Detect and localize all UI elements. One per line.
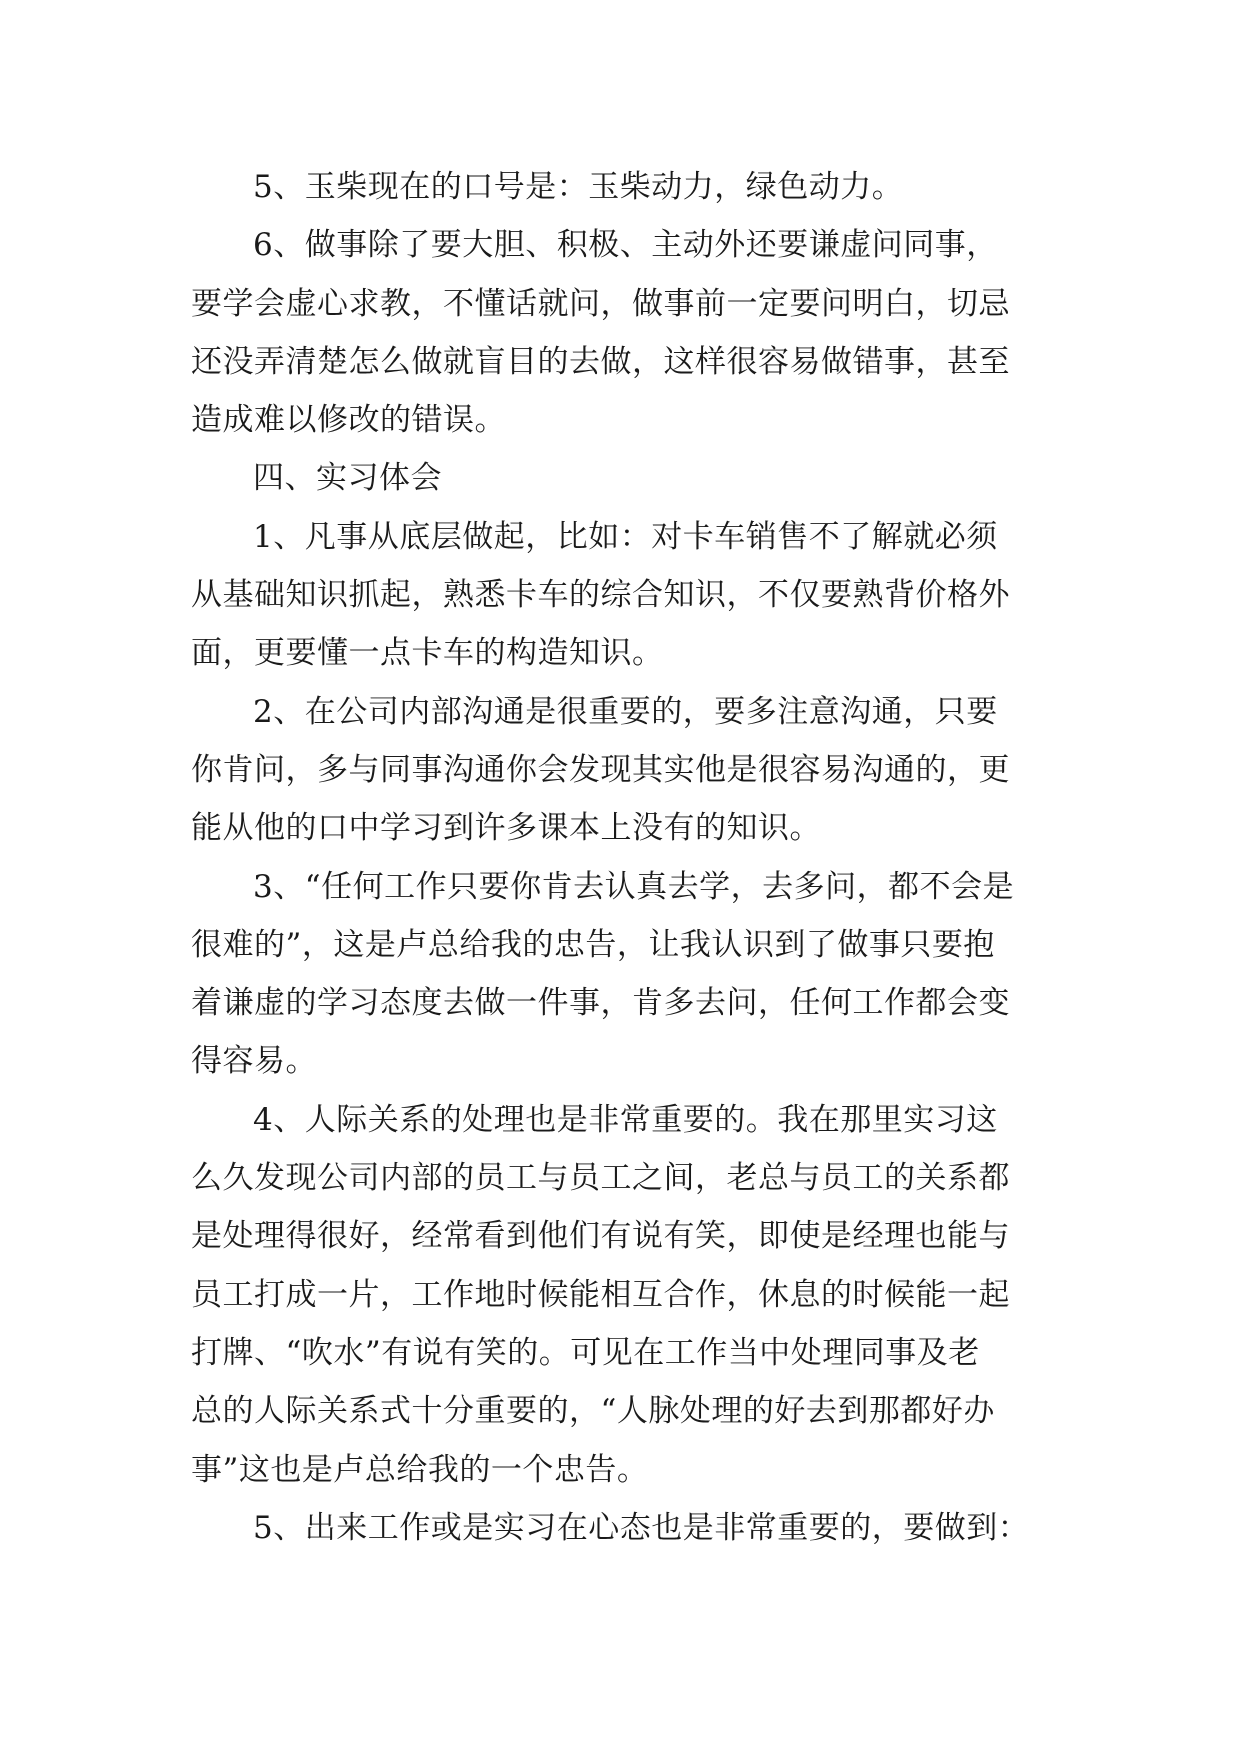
- text-line: 还没弄清楚怎么做就盲目的去做，这样很容易做错事，甚至: [191, 343, 1010, 380]
- text-line: 5、玉柴现在的口号是：玉柴动力，绿色动力。: [253, 169, 904, 205]
- text-line: 要学会虚心求教，不懂话就问，做事前一定要问明白，切忌: [191, 285, 1010, 322]
- text-line: 造成难以修改的错误。: [191, 402, 506, 439]
- text-line: 打牌、“吹水”有说有笑的。可见在工作当中处理同事及老: [191, 1334, 980, 1371]
- text-line: 面，更要懂一点卡车的构造知识。: [191, 635, 664, 672]
- paragraph-p4: [191, 508, 1061, 683]
- text-line: 1、凡事从底层做起，比如：对卡车销售不了解就必须: [253, 518, 998, 555]
- text-line: 四、实习体会: [253, 460, 442, 497]
- text-line: 从基础知识抓起，熟悉卡车的综合知识，不仅要熟背价格外: [191, 577, 1010, 614]
- text-line: 得容易。: [191, 1043, 317, 1080]
- paragraph-p3: [191, 449, 1061, 507]
- text-line: 6、做事除了要大胆、积极、主动外还要谦虚问同事，: [253, 227, 998, 264]
- text-line: 3、“任何工作只要你肯去认真去学，去多问，都不会是: [253, 868, 1015, 905]
- text-line: 事”这也是卢总给我的一个忠告。: [191, 1451, 649, 1488]
- paragraph-p2: [191, 216, 1061, 449]
- text-line: 么久发现公司内部的员工与员工之间，老总与员工的关系都: [191, 1160, 1010, 1197]
- document-body: [191, 158, 1061, 1557]
- text-line: 总的人际关系式十分重要的，“人脉处理的好去到那都好办: [191, 1393, 995, 1430]
- text-line: 很难的”，这是卢总给我的忠告，让我认识到了做事只要抱: [191, 926, 995, 963]
- text-line: 是处理得很好，经常看到他们有说有笑，即使是经理也能与: [191, 1218, 1010, 1255]
- paragraph-p5: [191, 683, 1061, 858]
- paragraph-p6: [191, 858, 1061, 1091]
- text-line: 员工打成一片，工作地时候能相互合作，休息的时候能一起: [191, 1276, 1010, 1313]
- text-line: 能从他的口中学习到许多课本上没有的知识。: [191, 810, 821, 847]
- text-line: 你肯问，多与同事沟通你会发现其实他是很容易沟通的，更: [191, 751, 1010, 788]
- text-line: 着谦虚的学习态度去做一件事，肯多去问，任何工作都会变: [191, 985, 1010, 1022]
- paragraph-p1: [191, 158, 1061, 216]
- paragraph-p8: [191, 1499, 1061, 1557]
- text-line: 4、人际关系的处理也是非常重要的。我在那里实习这: [253, 1101, 998, 1138]
- text-line: 5、出来工作或是实习在心态也是非常重要的，要做到：: [253, 1509, 1030, 1546]
- paragraph-p7: [191, 1091, 1061, 1499]
- text-line: 2、在公司内部沟通是很重要的，要多注意沟通，只要: [253, 693, 998, 730]
